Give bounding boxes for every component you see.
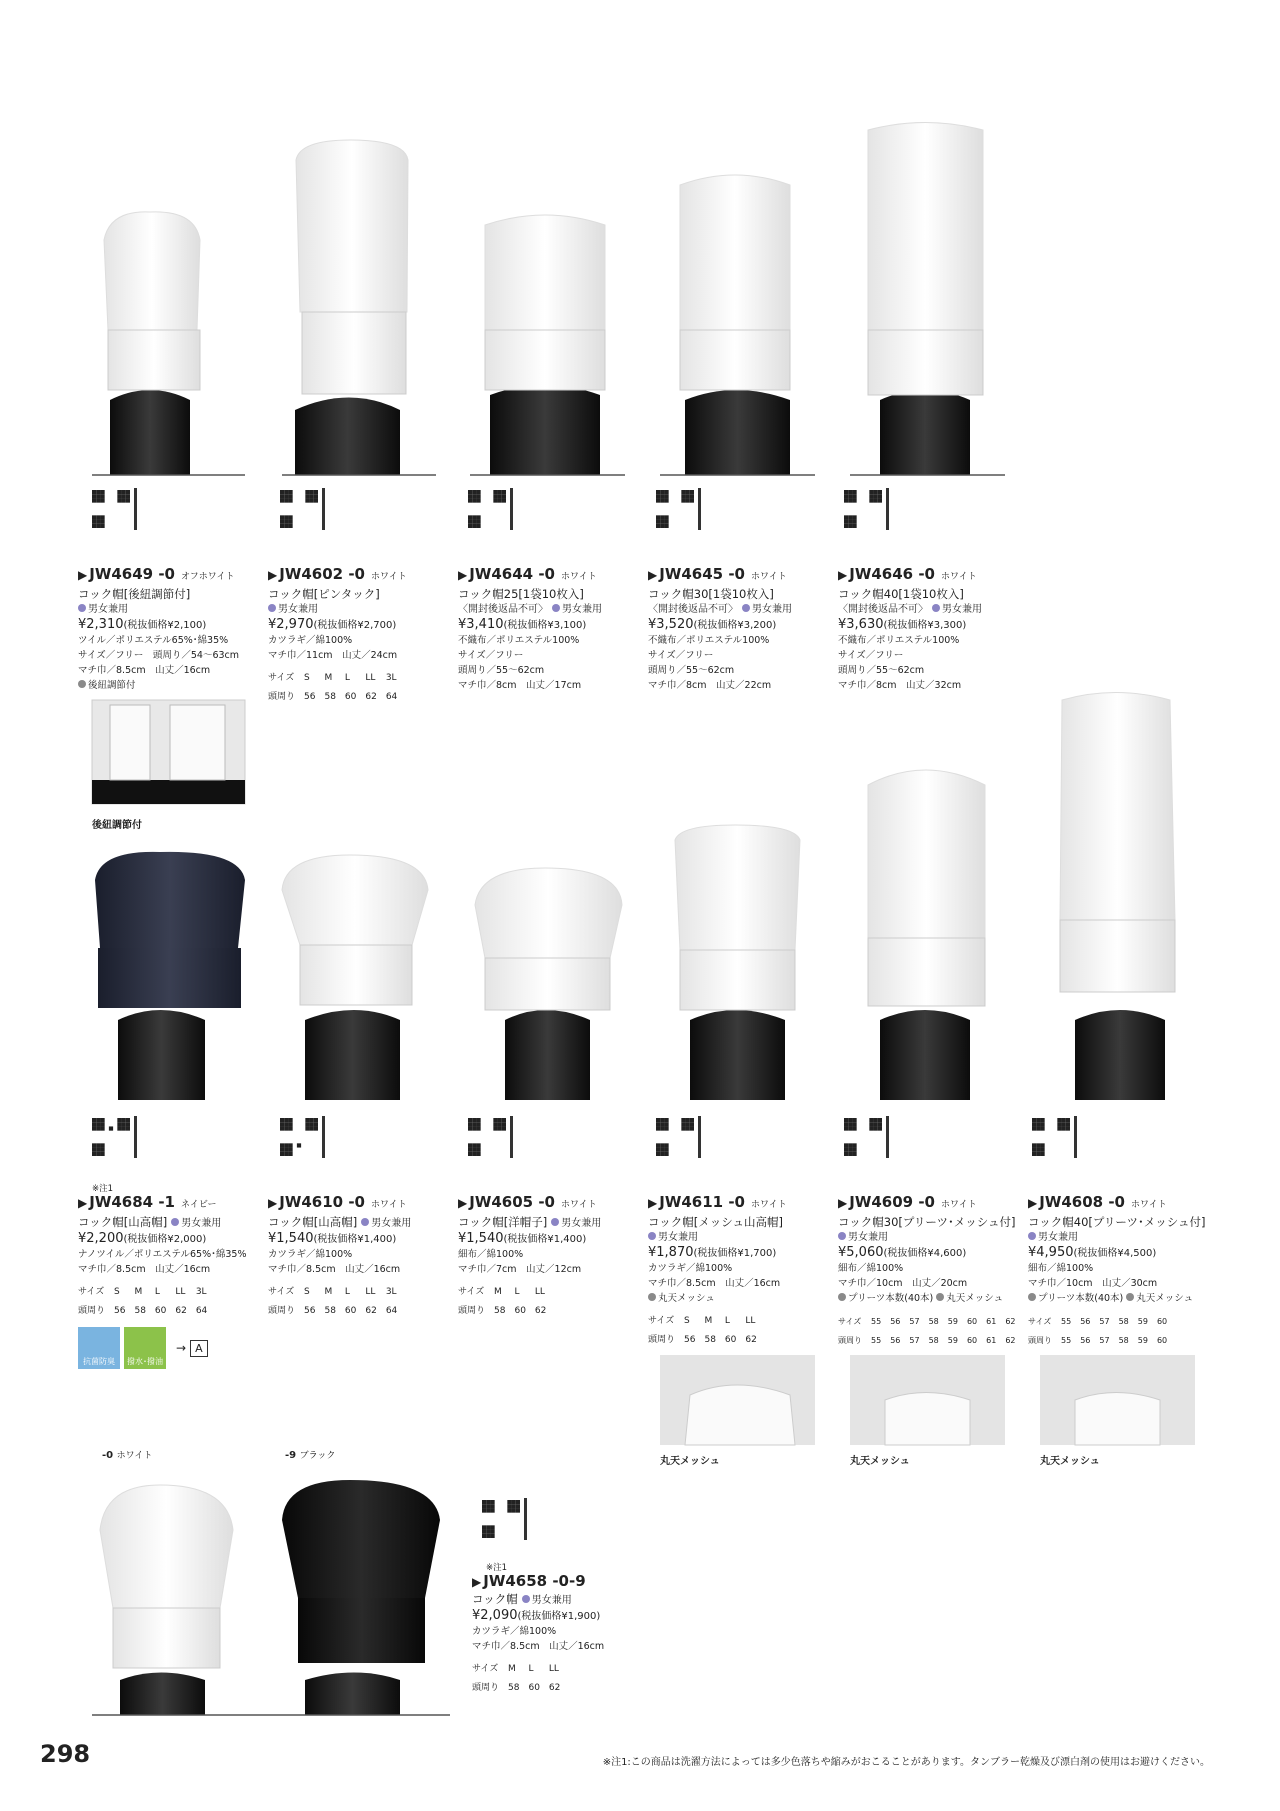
size-cell: サイズ	[268, 1287, 295, 1297]
photo-jw4649	[92, 212, 245, 475]
mesh-caption: 丸天メッシュ	[850, 1456, 910, 1467]
price: ¥3,630(税抜価格¥3,300)	[838, 617, 967, 632]
size-cell: 55	[1061, 1336, 1072, 1345]
size-cell: 55	[871, 1317, 882, 1326]
head-row	[268, 1302, 406, 1321]
size-cell: 頭周り	[268, 692, 296, 702]
feature: プリーツ本数(40本) 丸天メッシュ	[838, 1291, 1016, 1306]
size-cell: 3L	[385, 673, 397, 683]
measure-detail: マチ巾／8cm 山丈／17cm	[458, 680, 582, 691]
size-cell: サイズ	[838, 1317, 862, 1326]
size-cell: 57	[909, 1336, 920, 1345]
fabric: カツラギ／綿100%	[268, 1249, 353, 1260]
size-cell: 58	[508, 1683, 520, 1693]
size-cell: LL	[365, 673, 376, 683]
price: ¥3,520(税抜価格¥3,200)	[648, 617, 777, 632]
size-table	[268, 1283, 406, 1321]
qr-bar-icon	[510, 488, 513, 530]
photo-mesh-jw4611	[660, 1355, 815, 1445]
product-name: コック帽30[プリーツ･メッシュ付]	[838, 1215, 1016, 1229]
measure-detail: マチ巾／8.5cm 山丈／16cm	[472, 1641, 605, 1652]
qr-code-icon	[92, 490, 130, 528]
size-cell: サイズ	[78, 1287, 105, 1297]
measure-detail: マチ巾／10cm 山丈／30cm	[1028, 1278, 1158, 1289]
product-name: コック帽[洋帽子] 男女兼用	[458, 1215, 602, 1229]
feature: プリーツ本数(40本) 丸天メッシュ	[1028, 1291, 1206, 1306]
gender-label: 男女兼用	[268, 602, 446, 617]
fabric: 不織布／ポリエステル100%	[838, 635, 960, 646]
variant-label-white: -0 ホワイト	[102, 1450, 153, 1461]
size-cell: S	[684, 1316, 690, 1326]
size-cell: M	[134, 1287, 143, 1297]
arrow-icon: →	[176, 1340, 187, 1355]
size-table	[268, 669, 406, 707]
size-cell: L	[344, 1287, 350, 1297]
size-cell: 62	[1005, 1336, 1016, 1345]
size-detail: サイズ／フリー	[648, 650, 714, 661]
size-cell: 58	[1118, 1336, 1129, 1345]
photo-jw4605	[475, 868, 622, 1100]
gender-label: 男女兼用	[78, 602, 256, 617]
size-cell: M	[704, 1316, 713, 1326]
qr-code-icon	[656, 490, 694, 528]
photo-jw4658-white	[100, 1485, 233, 1715]
size-cell: サイズ	[648, 1316, 675, 1326]
head-row	[838, 1331, 1025, 1350]
product-code: ▶ JW4658 -0-9	[472, 1572, 586, 1590]
size-cell: 58	[928, 1317, 939, 1326]
photo-jw4684	[95, 852, 245, 1100]
photo-jw4658-black	[282, 1480, 440, 1715]
fabric: 細布／綿100%	[458, 1249, 524, 1260]
page-number: 298	[40, 1740, 91, 1768]
product-name: コック帽[山高帽] 男女兼用	[78, 1215, 222, 1229]
product-jw4658	[472, 1572, 650, 1698]
size-cell: S	[304, 673, 310, 683]
qr-bar-icon	[322, 1116, 325, 1158]
size-cell: LL	[534, 1287, 545, 1297]
head-detail: 頭周り／55〜62cm	[458, 665, 545, 676]
measure-detail: マチ巾／8.5cm 山丈／16cm	[78, 1264, 211, 1275]
photo-mesh-jw4608	[1040, 1355, 1195, 1445]
note-label: ※注1	[92, 1184, 114, 1194]
size-cell: L	[514, 1287, 520, 1297]
product-name: コック帽25[1袋10枚入]	[458, 587, 584, 601]
size-cell: 57	[1099, 1317, 1110, 1326]
measure-detail: マチ巾／10cm 山丈／20cm	[838, 1278, 968, 1289]
qr-code-icon	[1032, 1118, 1070, 1156]
size-cell: 55	[871, 1336, 882, 1345]
product-name: コック帽40[1袋10枚入]	[838, 587, 964, 601]
photo-jw4611	[675, 825, 800, 1100]
price: ¥1,540(税抜価格¥1,400)	[268, 1231, 397, 1246]
size-row	[78, 1283, 216, 1302]
size-cell: S	[304, 1287, 310, 1297]
size-table	[648, 1312, 766, 1350]
size-cell: 62	[534, 1306, 547, 1316]
head-detail: 頭周り／55〜62cm	[648, 665, 735, 676]
product-code: ▶ JW4609 -0 ホワイト	[838, 1193, 977, 1211]
qr-bar-icon	[322, 488, 325, 530]
qr-bar-icon	[698, 488, 701, 530]
head-row	[268, 688, 406, 707]
product-code: ▶ JW4645 -0 ホワイト	[648, 565, 787, 583]
photo-back-adjuster	[92, 700, 245, 804]
note-label: ※注1	[486, 1563, 508, 1573]
size-cell: 58	[494, 1306, 506, 1316]
product-name: コック帽[後紐調節付]	[78, 587, 191, 601]
size-cell: M	[494, 1287, 502, 1297]
gender-label: 〈開封後返品不可〉 男女兼用	[838, 604, 982, 615]
detail-caption: 後紐調節付	[92, 820, 142, 831]
size-cell: 頭周り	[1028, 1336, 1052, 1345]
gender-label: 〈開封後返品不可〉 男女兼用	[648, 604, 792, 615]
size-cell: 頭周り	[838, 1336, 862, 1345]
size-cell: サイズ	[458, 1287, 485, 1297]
size-cell: 60	[1156, 1317, 1168, 1326]
size-cell: M	[324, 1287, 333, 1297]
size-cell: 62	[175, 1306, 187, 1316]
product-jw4645	[648, 565, 826, 693]
qr-bar-icon	[698, 1116, 701, 1158]
size-cell: 64	[195, 1306, 208, 1316]
size-detail: サイズ／フリー	[458, 650, 524, 661]
measure-detail: マチ巾／7cm 山丈／12cm	[458, 1264, 582, 1275]
head-detail: 頭周り／55〜62cm	[838, 665, 925, 676]
size-cell: LL	[365, 1287, 376, 1297]
product-jw4609	[838, 1193, 1016, 1350]
qr-code-icon	[844, 490, 882, 528]
qr-bar-icon	[1074, 1116, 1077, 1158]
photo-jw4609	[868, 770, 985, 1100]
product-name: コック帽 男女兼用	[472, 1592, 572, 1606]
mesh-caption: 丸天メッシュ	[660, 1456, 720, 1467]
variant-label-black: -9 ブラック	[285, 1450, 336, 1461]
size-cell: 頭周り	[458, 1306, 486, 1316]
size-cell: M	[324, 673, 333, 683]
measure-detail: マチ巾／8cm 山丈／22cm	[648, 680, 772, 691]
size-cell: 62	[1005, 1317, 1016, 1326]
gender-label: 男女兼用	[648, 1230, 826, 1245]
fabric: カツラギ／綿100%	[472, 1626, 557, 1637]
size-detail: サイズ／フリー 頭周り／54〜63cm	[78, 650, 240, 661]
qr-code-icon	[92, 1118, 130, 1156]
fabric: 細布／綿100%	[1028, 1263, 1094, 1274]
size-cell: 58	[928, 1336, 939, 1345]
fabric: ナノツイル／ポリエステル65%･綿35%	[78, 1249, 247, 1260]
size-cell: 60	[154, 1306, 167, 1316]
size-cell: LL	[175, 1287, 186, 1297]
qr-bar-icon	[134, 488, 137, 530]
gender-label: 男女兼用	[838, 1230, 1016, 1245]
size-cell: L	[344, 673, 350, 683]
size-cell: 61	[986, 1317, 997, 1326]
size-row	[838, 1312, 1025, 1331]
qr-code-icon	[482, 1500, 520, 1538]
qr-code-icon	[844, 1118, 882, 1156]
qr-bar-icon	[134, 1116, 137, 1158]
size-table	[472, 1660, 569, 1698]
size-cell: 3L	[195, 1287, 207, 1297]
product-code: ▶ JW4610 -0 ホワイト	[268, 1193, 407, 1211]
antibacterial-icon: 抗菌防臭	[78, 1327, 120, 1369]
head-row	[1028, 1331, 1176, 1350]
size-cell: 60	[514, 1306, 526, 1316]
product-name: コック帽[ピンタック]	[268, 587, 380, 601]
product-jw4684	[78, 1193, 256, 1369]
size-cell: S	[114, 1287, 120, 1297]
head-row	[458, 1302, 555, 1321]
fabric: 不織布／ポリエステル100%	[648, 635, 770, 646]
size-cell: LL	[548, 1664, 559, 1674]
size-cell: 59	[947, 1336, 958, 1345]
size-cell: 59	[1137, 1317, 1148, 1326]
product-jw4605	[458, 1193, 636, 1321]
product-jw4644	[458, 565, 636, 693]
product-jw4602	[268, 565, 446, 707]
size-cell: 58	[134, 1306, 146, 1316]
price: ¥3,410(税抜価格¥3,100)	[458, 617, 587, 632]
head-row	[78, 1302, 216, 1321]
qr-code-icon	[468, 490, 506, 528]
qr-code-icon	[656, 1118, 694, 1156]
size-cell: 56	[304, 1306, 316, 1316]
size-cell: L	[724, 1316, 730, 1326]
product-code: ▶ JW4605 -0 ホワイト	[458, 1193, 597, 1211]
size-cell: 56	[890, 1336, 901, 1345]
size-cell: 56	[1080, 1317, 1091, 1326]
size-cell: 60	[528, 1683, 540, 1693]
measure-detail: マチ巾／8cm 山丈／32cm	[838, 680, 962, 691]
size-cell: 60	[344, 692, 357, 702]
badge-letter: A	[190, 1340, 208, 1357]
photo-jw4608	[1060, 693, 1175, 1101]
size-cell: 56	[304, 692, 316, 702]
qr-code-icon	[280, 1118, 318, 1156]
price: ¥2,200(税抜価格¥2,000)	[78, 1231, 207, 1246]
size-cell: 頭周り	[78, 1306, 106, 1316]
size-cell: 64	[385, 1306, 398, 1316]
qr-code-icon	[468, 1118, 506, 1156]
size-row	[268, 669, 406, 688]
size-cell: L	[528, 1664, 534, 1674]
size-cell: 60	[344, 1306, 357, 1316]
size-cell: 59	[1137, 1336, 1148, 1345]
qr-bar-icon	[510, 1116, 513, 1158]
measure-detail: マチ巾／8.5cm 山丈／16cm	[648, 1278, 781, 1289]
size-table	[78, 1283, 216, 1321]
feature: 後紐調節付	[78, 678, 256, 693]
measure-detail: マチ巾／8.5cm 山丈／16cm	[78, 665, 211, 676]
measure-detail: マチ巾／8.5cm 山丈／16cm	[268, 1264, 401, 1275]
photo-jw4610	[282, 855, 428, 1100]
product-name: コック帽30[1袋10枚入]	[648, 587, 774, 601]
size-cell: 62	[365, 1306, 377, 1316]
size-cell: 58	[324, 1306, 336, 1316]
size-cell: 60	[966, 1336, 978, 1345]
mesh-caption: 丸天メッシュ	[1040, 1456, 1100, 1467]
size-cell: 62	[365, 692, 377, 702]
size-cell: 58	[1118, 1317, 1129, 1326]
size-cell: 57	[909, 1317, 920, 1326]
size-cell: 60	[724, 1335, 737, 1345]
product-code: ▶ JW4608 -0 ホワイト	[1028, 1193, 1167, 1211]
size-cell: 64	[385, 692, 398, 702]
size-row	[1028, 1312, 1176, 1331]
product-jw4646	[838, 565, 1016, 693]
size-cell: 56	[890, 1317, 901, 1326]
size-cell: 62	[745, 1335, 757, 1345]
qr-bar-icon	[886, 1116, 889, 1158]
footnote: ※注1:この商品は洗濯方法によっては多少色落ちや縮みがおこることがあります。タンブラー乾燥及び漂白剤の使用はお避けください。	[602, 1757, 1210, 1768]
feature-badges	[78, 1327, 256, 1369]
qr-bar-icon	[886, 488, 889, 530]
feature: 丸天メッシュ	[648, 1291, 826, 1306]
product-code: ▶ JW4611 -0 ホワイト	[648, 1193, 787, 1211]
fabric: カツラギ／綿100%	[648, 1263, 733, 1274]
size-cell: 56	[114, 1306, 126, 1316]
product-jw4610	[268, 1193, 446, 1321]
size-cell: 58	[704, 1335, 716, 1345]
size-cell: 55	[1061, 1317, 1072, 1326]
size-cell: サイズ	[268, 673, 295, 683]
fabric: カツラギ／綿100%	[268, 635, 353, 646]
fabric: ツイル／ポリエステル65%･綿35%	[78, 635, 229, 646]
size-row	[268, 1283, 406, 1302]
size-cell: 頭周り	[472, 1683, 500, 1693]
product-code: ▶ JW4684 -1 ネイビー	[78, 1193, 217, 1211]
size-cell: サイズ	[472, 1664, 499, 1674]
photo-jw4646	[850, 123, 1005, 476]
fabric: 細布／綿100%	[838, 1263, 904, 1274]
size-cell: M	[508, 1664, 516, 1674]
size-cell: L	[154, 1287, 160, 1297]
size-cell: 58	[324, 692, 336, 702]
product-code: ▶ JW4644 -0 ホワイト	[458, 565, 597, 583]
photo-jw4644	[470, 215, 625, 475]
price: ¥1,870(税抜価格¥1,700)	[648, 1245, 777, 1260]
size-cell: 60	[966, 1317, 978, 1326]
head-row	[648, 1331, 766, 1350]
size-cell: 57	[1099, 1336, 1110, 1345]
price: ¥2,310(税抜価格¥2,100)	[78, 617, 207, 632]
qr-code-icon	[280, 490, 318, 528]
price: ¥2,970(税抜価格¥2,700)	[268, 617, 397, 632]
size-table	[458, 1283, 555, 1321]
product-jw4611	[648, 1193, 826, 1350]
size-cell: 60	[1156, 1336, 1168, 1345]
head-row	[472, 1679, 569, 1698]
product-name: コック帽40[プリーツ･メッシュ付]	[1028, 1215, 1206, 1229]
price: ¥2,090(税抜価格¥1,900)	[472, 1608, 601, 1623]
product-code: ▶ JW4602 -0 ホワイト	[268, 565, 407, 583]
size-cell: 59	[947, 1317, 958, 1326]
size-cell: 61	[986, 1336, 997, 1345]
price: ¥4,950(税抜価格¥4,500)	[1028, 1245, 1157, 1260]
size-cell: LL	[745, 1316, 756, 1326]
product-name: コック帽[メッシュ山高帽]	[648, 1215, 784, 1229]
size-cell: 3L	[385, 1287, 397, 1297]
size-row	[472, 1660, 569, 1679]
size-cell: 頭周り	[268, 1306, 296, 1316]
product-code: ▶ JW4646 -0 ホワイト	[838, 565, 977, 583]
size-cell: 56	[1080, 1336, 1091, 1345]
photo-jw4645	[660, 175, 815, 475]
qr-bar-icon	[524, 1498, 527, 1540]
size-row	[458, 1283, 555, 1302]
size-cell: 頭周り	[648, 1335, 676, 1345]
photo-jw4602	[282, 140, 436, 475]
size-cell: サイズ	[1028, 1317, 1052, 1326]
gender-label: 〈開封後返品不可〉 男女兼用	[458, 604, 602, 615]
gender-label: 男女兼用	[1028, 1230, 1206, 1245]
size-row	[648, 1312, 766, 1331]
water-repellent-icon: 撥水･撥油	[124, 1327, 166, 1369]
size-detail: サイズ／フリー	[838, 650, 904, 661]
size-table	[1028, 1312, 1176, 1350]
size-table	[838, 1312, 1025, 1350]
measure-detail: マチ巾／11cm 山丈／24cm	[268, 650, 398, 661]
size-cell: 56	[684, 1335, 696, 1345]
fabric: 不織布／ポリエステル100%	[458, 635, 580, 646]
product-jw4649	[78, 565, 256, 693]
photo-mesh-jw4609	[850, 1355, 1005, 1445]
product-name: コック帽[山高帽] 男女兼用	[268, 1215, 412, 1229]
product-code: ▶ JW4649 -0 オフホワイト	[78, 565, 235, 583]
product-jw4608	[1028, 1193, 1206, 1350]
size-cell: 62	[548, 1683, 561, 1693]
price: ¥1,540(税抜価格¥1,400)	[458, 1231, 587, 1246]
price: ¥5,060(税抜価格¥4,600)	[838, 1245, 967, 1260]
